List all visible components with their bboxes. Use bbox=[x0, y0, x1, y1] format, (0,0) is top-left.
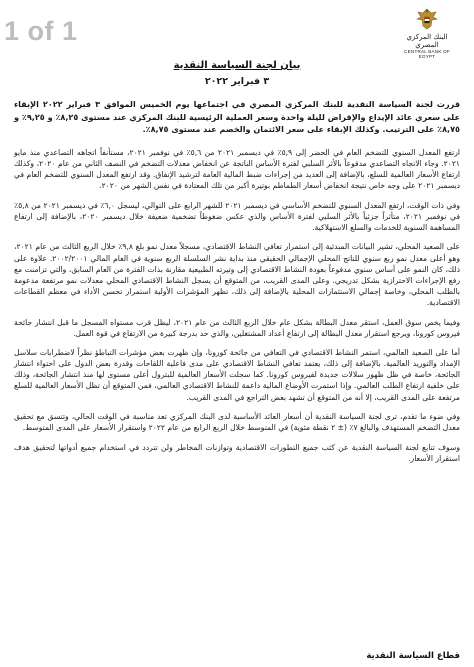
page-counter: 1 of 1 bbox=[4, 16, 78, 46]
signature-department: قطاع السياسة النقدية bbox=[366, 651, 460, 661]
body-paragraph: وفي ضوء ما تقدم، ترى لجنة السياسة النقدية أن أسعار العائد الأساسية لدى البنك المركزي تعد مناسبة في الوقت الحالي، وتتسق مع تحقيق معدل التضخم المستهدف والبالغ ٧٪ (± ٢ نقطة مئوية) في المتوسط خلال الربع الرابع من عام ٢٠٢٢ واستقرار الأسعار على المدى المتوسط. bbox=[14, 412, 460, 433]
document-header bbox=[0, 60, 474, 87]
document-title: بيان لجنة السياسة النقدية bbox=[173, 60, 301, 71]
eagle-emblem-icon bbox=[414, 6, 440, 32]
decision-paragraph: قررت لجنة السياسة النقدية للبنك المركزي المصري في اجتماعها يوم الخميس الموافق ٣ فبراير ٢٠٢٢ الإبقاء على سعري عائد الإيداع والإقراض لليلة واحدة وسعر العملية الرئيسية للبنك المركزي عند مستوى ٨,٢٥٪ و ٩,٢٥٪ و ٨,٧٥٪ على الترتيب. وكذلك الإبقاء على سعر الائتمان والخصم عند مستوى ٨,٧٥٪. bbox=[14, 99, 461, 135]
logo-arabic-name: البنك المركزي المصري bbox=[406, 33, 448, 49]
central-bank-logo bbox=[396, 6, 458, 59]
body-paragraph: وسوف تتابع لجنة السياسة النقدية عن كثب جميع التطورات الاقتصادية وتوازنات المخاطر ولن تتردد في استخدام جميع أدواتها لتحقيق هدف استقرار الأسعار. bbox=[14, 442, 460, 463]
statement-body bbox=[14, 98, 460, 473]
body-paragraph: على الصعيد المحلي، تشير البيانات المبدئية إلى استمرار تعافي النشاط الاقتصادي، مسجلاً معدل نمو بلغ ٩,٨٪ خلال الربع الثالث من عام ٢٠٢١، وهو أعلى معدل نمو ربع سنوي للناتج المحلي الإجمالي الحقيقي منذ بداية نشر السلسلة الربع سنوية في العام المالي ٢٠٠٢/٢٠٠١. علاوة على ذلك، كان النمو على أساس سنوي مدفوعاً بعودة النشاط الاقتصادي إلى وتيرته الطبيعية مقارنة بذات الفترة من العام السابق، والتي تزامنت مع رفع الإجراءات الاحترازية بشكل تدريجي. وعلى المدى القريب، من المتوقع أن يسجل النشاط الاقتصادي المحلي معدلات نمو مرتفعة مدعومة بالطلب المحلي، وخاصة إجمالي الاستثمارات المحلية بالإضافة إلى ذلك، تظهر المؤشرات الأولية استمرار تحسن الأداء في معظم القطاعات الاقتصادية. bbox=[14, 242, 460, 307]
logo-english-name: CENTRAL BANK OF EGYPT bbox=[404, 49, 450, 59]
document-date: ٣ فبراير ٢٠٢٢ bbox=[204, 76, 270, 87]
body-paragraph: أما على الصعيد العالمي، استمر النشاط الاقتصادي في التعافي من جائحة كورونا، وإن ظهرت بعض مؤشرات التباطؤ نظراً لاضطرابات سلاسل الإمداد والتوريد العالمية. بالإضافة إلى ذلك، يعتمد تعافي النشاط الاقتصادي على مدى فاعلية اللقاحات وقدرة بعض الدول على احتواء انتشار الجائحة، خاصة في ظل ظهور سلالات جديدة لفيروس كورونا. كما سجلت الأسعار العالمية للبترول أعلى مستوى لها منذ انتشار الجائحة، وذلك على خلفية ارتفاع الطلب العالمي. وإذا استمرت الأوضاع المالية داعمة للنشاط الاقتصادي العالمي، فمن المتوقع أن تظل الأسعار العالمية للسلع مرتفعة على المدى القريب، إلا أنه من المتوقع أن تشهد بعض التراجع في المدى القريب. bbox=[14, 348, 460, 402]
body-paragraph: ارتفع المعدل السنوي للتضخم العام في الحضر إلى ٥,٩٪ في ديسمبر ٢٠٢١ من ٥,٦٪ في نوفمبر ٢٠٢١، مستأنفاً اتجاهه التصاعدي منذ مايو ٢٠٢١. وجاء الاتجاه التصاعدي مدفوعاً بالأثر السلبي لفترة الأساس الناتجة عن انخفاض معدلات التضخم في النصف الثاني من عام ٢٠٢٠، وكذلك ارتفاع الأسعار العالمية للسلع، بالإضافة إلى العديد من إجراءات ضبط المالية العامة لترشيد الإنفاق. وقد ارتفع المعدل السنوي للتضخم العام في ديسمبر ٢٠٢١ على وجه خاص نتيجة انخفاض أسعار الطماطم بوتيرة أكبر من تلك المعتادة في نفس الشهر من ٢٠٢٠. bbox=[14, 147, 461, 191]
body-paragraph: وفيما يخص سوق العمل، استقر معدل البطالة بشكل عام خلال الربع الثالث من عام ٢٠٢١، ليظل قرب مستواه المسجل ما قبل انتشار جائحة فيروس كورونا، ويرجع استقرار معدل البطالة إلى ارتفاع أعداد المشتغلين، والذي حد بدرجة كبيرة من الارتفاع في قوة العمل. bbox=[14, 317, 460, 338]
body-paragraph: وفي ذات الوقت، ارتفع المعدل السنوي للتضخم الأساسي في ديسمبر ٢٠٢١ للشهر الرابع على التوالي، ليسجل ٦,٠٪ في ديسمبر ٢٠٢١ من ٥,٨٪ في نوفمبر ٢٠٢١، متأثراً جزئياً بالأثر السلبي لفترة الأساس والذي عكس ضغوطاً تضخمية ضعيفة خلال ديسمبر ٢٠٢٠، بالإضافة إلى ارتفاع المساهمة السنوية للخدمات والسلع الاستهلاكية. bbox=[14, 200, 461, 232]
